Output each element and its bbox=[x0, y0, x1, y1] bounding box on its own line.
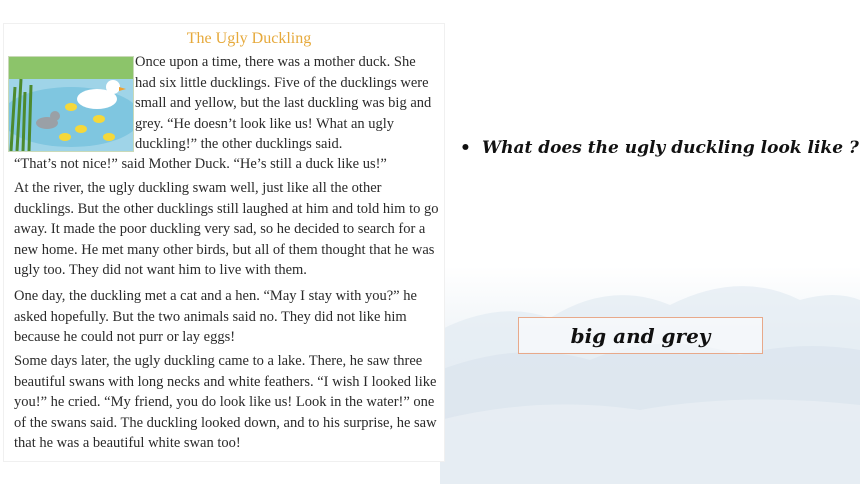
duck-family-icon bbox=[8, 56, 134, 152]
story-paragraph-4: Some days later, the ugly duckling came to a lake. There, he saw three beautiful swans with long necks and white feathers. “I wish I looked like you!” he cried. “My friend, you do look like us! Look in the water!” one of the swans said. The duckling looked down, and to his surprise, he saw that he was a beautiful white swan too! bbox=[14, 353, 437, 451]
story-paragraph-1-end: “That’s not nice!” said Mother Duck. “He’s still a duck like us!” bbox=[14, 156, 387, 172]
answer-box[interactable] bbox=[518, 317, 763, 354]
bullet-icon: • bbox=[460, 138, 471, 158]
answer-text: big and grey bbox=[570, 323, 711, 348]
story-paragraph-2: At the river, the ugly duckling swam well, just like all the other ducklings. But the other ducklings still laughed at him and told him to go away. It made the poor duckling very sad, so he decided to search for a new home. He met many other birds, but all of them thought that he was ugly too. They did not want him to live with them. bbox=[14, 180, 439, 278]
question-item bbox=[460, 138, 859, 158]
story-title: The Ugly Duckling bbox=[186, 30, 312, 47]
story-panel bbox=[4, 24, 444, 461]
story-paragraph-1: Once upon a time, there was a mother duck. She had six little ducklings. Five of the ducklings were small and yellow, but the last duckling was big and grey. “He doesn’t look like us! What an ugly duckling!” the other ducklings said. bbox=[135, 54, 432, 152]
story-paragraph-3: One day, the duckling met a cat and a hen. “May I stay with you?” he asked hopefully. But the two animals said no. They did not like him because he could not purr or lay eggs! bbox=[14, 288, 417, 345]
mountain-mist-background bbox=[440, 0, 860, 484]
question-text: What does the ugly duckling look like ? bbox=[482, 138, 859, 158]
